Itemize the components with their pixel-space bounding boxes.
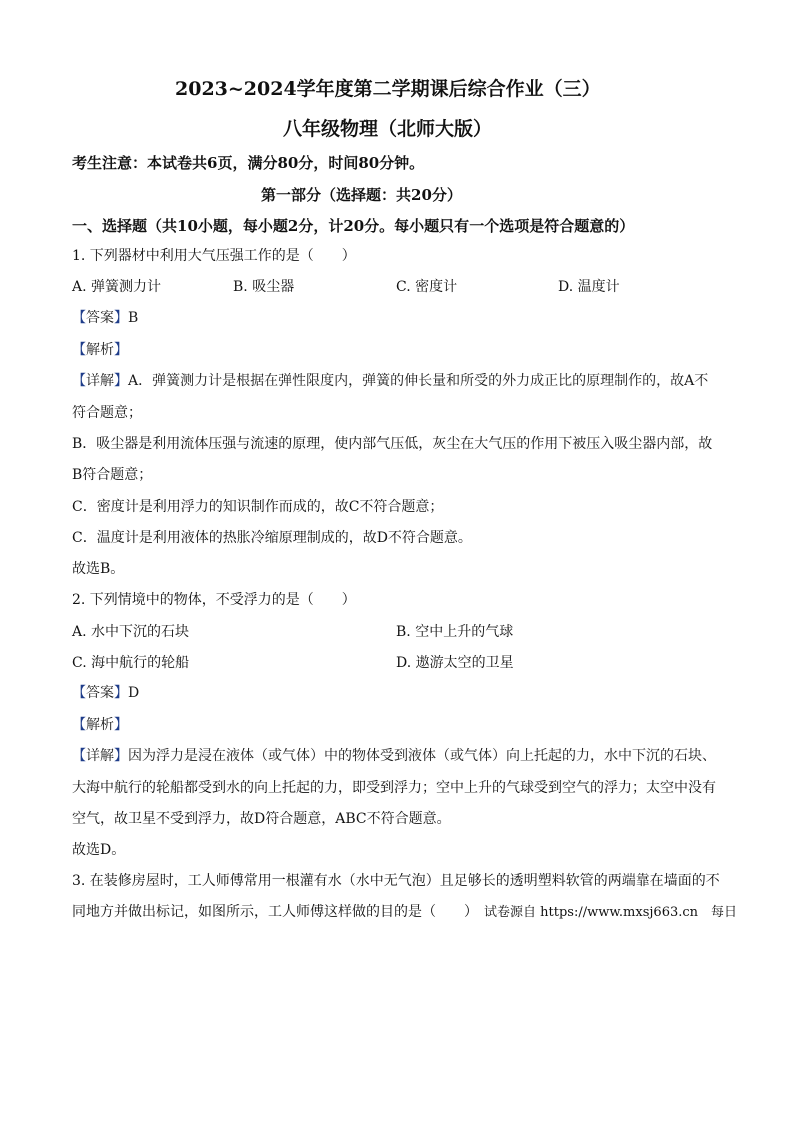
- q2-option-c: C. 海中航行的轮船: [72, 655, 190, 671]
- q2-answer-value: D: [128, 685, 140, 701]
- q1-detail-line-1: 【详解】A．弹簧测力计是根据在弹性限度内，弹簧的伸长量和所受的外力成正比的原理制作的，故A不: [72, 373, 709, 389]
- q2-answer: 【答案】D: [72, 685, 140, 701]
- q1-detail-line-3: B．吸尘器是利用流体压强与流速的原理，使内部气压低，灰尘在大气压的作用下被压入吸尘器内部，故: [72, 436, 713, 452]
- q2-analysis-label: 【解析】: [72, 717, 128, 733]
- q1-option-a: A. 弹簧测力计: [72, 279, 162, 295]
- q1-conclusion: 故选B。: [72, 561, 125, 577]
- q2-option-b: B. 空中上升的气球: [396, 624, 514, 640]
- q1-option-b: B. 吸尘器: [233, 279, 295, 295]
- part-heading: 第一部分（选择题：共20分）: [261, 186, 462, 204]
- q2-detail-line-3: 空气，故卫星不受到浮力，故D符合题意，ABC不符合题意。: [72, 811, 451, 827]
- q1-answer-value: B: [128, 310, 139, 326]
- section-heading: 一、选择题（共10小题，每小题2分，计20分。每小题只有一个选项是符合题意的）: [72, 217, 635, 235]
- q3-stem-line-2: 同地方并做出标记，如图所示，工人师傅这样做的目的是（ ） 试卷源自 https://www.mxsj663.cn 每日: [72, 904, 738, 920]
- exam-title: 2023~2024学年度第二学期课后综合作业（三）: [175, 78, 601, 100]
- q2-option-d: D. 遨游太空的卫星: [396, 655, 514, 671]
- q2-detail-line-2: 大海中航行的轮船都受到水的向上托起的力，即受到浮力；空中上升的气球受到空气的浮力；太空中没有: [72, 780, 716, 796]
- q1-analysis-label: 【解析】: [72, 342, 128, 358]
- q1-option-c: C. 密度计: [396, 279, 458, 295]
- q1-detail-line-2: 符合题意；: [72, 405, 142, 421]
- candidate-notice: 考生注意：本试卷共6页，满分80分，时间80分钟。: [72, 154, 425, 172]
- exam-subtitle: 八年级物理（北师大版）: [283, 118, 493, 140]
- q2-option-a: A. 水中下沉的石块: [72, 624, 190, 640]
- q1-detail-line-5: C．密度计是利用浮力的知识制作而成的，故C不符合题意；: [72, 499, 444, 515]
- q1-stem: 1. 下列器材中利用大气压强工作的是（ ）: [72, 248, 356, 264]
- q1-detail-line-4: B符合题意；: [72, 467, 153, 483]
- q1-answer: 【答案】B: [72, 310, 139, 326]
- q1-detail-line-6: C．温度计是利用液体的热胀冷缩原理制成的，故D不符合题意。: [72, 530, 472, 546]
- q2-conclusion: 故选D。: [72, 842, 126, 858]
- q2-detail-line-1: 【详解】因为浮力是浸在液体（或气体）中的物体受到液体（或气体）向上托起的力，水中下沉的石块、: [72, 748, 716, 764]
- source-watermark-text: 试卷源自 https://www.mxsj663.cn 每日: [484, 905, 738, 920]
- q1-option-d: D. 温度计: [558, 279, 620, 295]
- q2-stem: 2. 下列情境中的物体，不受浮力的是（ ）: [72, 592, 356, 608]
- q3-stem-line-1: 3. 在装修房屋时，工人师傅常用一根灌有水（水中无气泡）且足够长的透明塑料软管的两端靠在墙面的不: [72, 873, 720, 889]
